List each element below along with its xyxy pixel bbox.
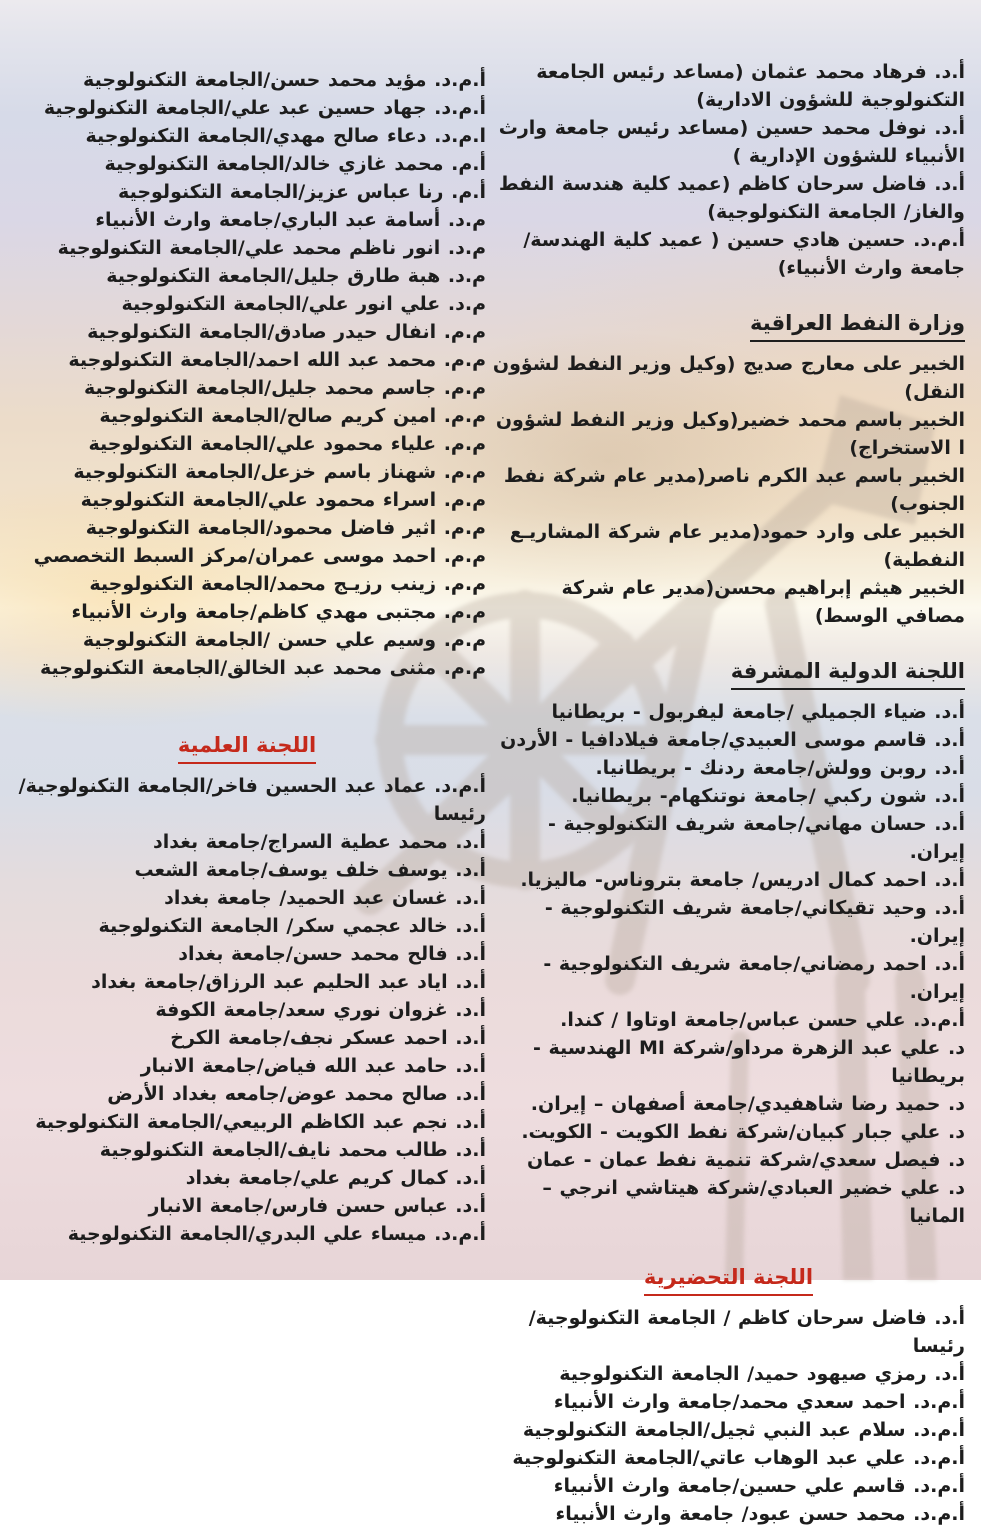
member-entry: أ.د. وحيد تقيكاني/جامعة شريف التكنولوجية - إيران. (544, 897, 965, 947)
member-entry: الخبير على وارد حمود(مدير عام شركة المشاريـع النفطية) (509, 521, 965, 571)
member-entry: أ.م.د. سلام عبد النبي ثجيل/الجامعة التكنولوجية (522, 1419, 965, 1441)
member-entry: أ.د. قاسم موسى العبيدي/جامعة فيلادافيا - الأردن (500, 729, 965, 751)
member-entry: م.م. مثنى محمد عبد الخالق/الجامعة التكنولوجية (39, 657, 486, 679)
section-heading-text: وزارة النفط العراقية (750, 308, 965, 342)
member-entry: م.م. زينب رزيـج محمد/الجامعة التكنولوجية (89, 573, 486, 595)
member-entry: أ.د. غسان عبد الحميد/ جامعة بغداد (164, 887, 486, 909)
member-entry: الخبير باسم محمد خضير(وكيل وزير النفط لشؤون ا الاستخراج) (495, 409, 965, 459)
member-entry: م.م. محمد عبد الله احمد/الجامعة التكنولوجية (68, 349, 486, 371)
member-entry: أ.د. حامد عبد الله فياض/جامعة الانبار (140, 1055, 486, 1077)
member-entry: أ.م.د. جهاد حسين عبد علي/الجامعة التكنولوجية (43, 97, 486, 119)
member-entry: أ.د. نجم عبد الكاظم الربيعي/الجامعة التكنولوجية (35, 1111, 486, 1133)
member-entry: م.م. انفال حيدر صادق/الجامعة التكنولوجية (87, 321, 486, 343)
member-entry: أ.م.د. علي عبد الوهاب عاتي/الجامعة التكنولوجية (512, 1447, 965, 1469)
member-entry: أ.م.د. علي حسن عباس/جامعة اوتاوا / كندا. (560, 1009, 965, 1031)
member-entry: م.م. امين كريم صالح/الجامعة التكنولوجية (99, 405, 486, 427)
member-entry: أ.د. نوفل محمد حسين (مساعد رئيس جامعة وارث الأنبياء للشؤون الإدارية ) (498, 117, 965, 167)
member-entry: أ.د. احمد عسكر نجف/جامعة الكرخ (170, 1027, 486, 1049)
member-entry: م.م. اسراء محمود علي/الجامعة التكنولوجية (80, 489, 486, 511)
member-entry: د. علي عبد الزهرة مرداو/شركة MI الهندسية - بريطانيا (532, 1037, 965, 1087)
member-entry: م.م. علياء محمود علي/الجامعة التكنولوجية (88, 433, 486, 455)
member-entry: م.م. وسيم علي حسن /الجامعة التكنولوجية (82, 629, 486, 651)
member-entry: أ.د. كمال كريم علي/جامعة بغداد (185, 1167, 486, 1189)
member-entry: أ.م.د. محمد حسن عبود/ جامعة وارث الأنبياء (555, 1503, 965, 1525)
member-entry: أ.د. رمزي صيهود حميد/ الجامعة التكنولوجية (559, 1363, 965, 1385)
member-entry: أ.م.د. احمد سعدي محمد/جامعة وارث الأنبياء (553, 1391, 965, 1413)
member-entry: د. فيصل سعدي/شركة تنمية نفط عمان - عمان (526, 1149, 965, 1171)
member-entry: م.م. احمد موسى عمران/مركز السبط التخصصي (33, 545, 486, 567)
column-left (8, 66, 486, 1248)
member-entry: الخبير باسم عبد الكرم ناصر(مدير عام شركة نفط الجنوب) (503, 465, 965, 515)
member-entry: أ.د. احمد كمال ادريس/ جامعة بتروناس- ماليزيا. (520, 869, 965, 891)
member-entry: م.د. علي انور علي/الجامعة التكنولوجية (121, 293, 486, 315)
section-heading (8, 730, 486, 764)
member-entry: أ.د. خالد عجمي سكر/ الجامعة التكنولوجية (98, 915, 486, 937)
member-entry: م.م. اثير فاضل محمود/الجامعة التكنولوجية (85, 517, 486, 539)
member-entry: أ.م.د. قاسم علي حسين/جامعة وارث الأنبياء (553, 1475, 965, 1497)
member-entry: أ.د. عباس حسن فارس/جامعة الانبار (148, 1195, 486, 1217)
member-entry: د. علي جبار كبيان/شركة نفط الكويت - الكويت. (521, 1121, 965, 1143)
member-entry: م.د. انور ناظم محمد علي/الجامعة التكنولوجية (57, 237, 486, 259)
member-entry: أ.د. فاضل سرحان كاظم / الجامعة التكنولوجية/ رئيسا (528, 1307, 965, 1357)
member-entry: الخبير هيثم إبراهيم محسن(مدير عام شركة مصافي الوسط) (561, 577, 965, 627)
committee-section (492, 58, 965, 282)
committee-section (492, 308, 965, 630)
member-entry: أ.م.د. حسين هادي حسين ( عميد كلية الهندسة/جامعة وارث الأنبياء) (523, 229, 965, 279)
member-entry: أ.د. شون ركبي /جامعة نوتنكهام- بريطانيا. (571, 785, 965, 807)
committee-section (8, 66, 486, 682)
member-entry: م.م. مجتبى مهدي كاظم/جامعة وارث الأنبياء (71, 601, 486, 623)
member-entry: د. علي خضير العبادي/شركة هيتاشي انرجي – المانيا (542, 1177, 965, 1227)
section-heading-text: اللجنة الدولية المشرفة (731, 656, 965, 690)
member-entry: أ.د. فرهاد محمد عثمان (مساعد رئيس الجامعة التكنولوجية للشؤون الادارية) (536, 61, 965, 111)
member-entry: الخبير على معارج صديج (وكيل وزير النفط لشؤون النقل) (492, 353, 965, 403)
member-entry: أ.م.د. عماد عبد الحسين فاخر/الجامعة التكنولوجية/ رئيسا (18, 775, 486, 825)
member-entry: م.د. أسامة عبد الباري/جامعة وارث الأنبياء (95, 209, 486, 231)
member-entry: أ.م. محمد غازي خالد/الجامعة التكنولوجية (104, 153, 486, 175)
member-entry: د. حميد رضا شاهفيدي/جامعة أصفهان – إيران. (530, 1093, 965, 1115)
member-entry: أ.د. روبن وولش/جامعة ردنك - بريطانيا. (595, 757, 965, 779)
member-entry: م.م. شهناز باسم خزعل/الجامعة التكنولوجية (73, 461, 486, 483)
column-right (492, 58, 965, 1528)
member-entry: أ.د. اياد عبد الحليم عبد الرزاق/جامعة بغداد (91, 971, 486, 993)
member-entry: أ.د. يوسف خلف يوسف/جامعة الشعب (134, 859, 486, 881)
member-entry: أ.د. صالح محمد عوض/جامعه بغداد الأرض (107, 1083, 486, 1105)
member-entry: أ.د. ضياء الجميلي /جامعة ليفربول - بريطانيا (551, 701, 965, 723)
section-heading-text: اللجنة التحضيرية (644, 1262, 813, 1296)
section-heading (492, 1262, 965, 1296)
committee-section (8, 730, 486, 1248)
section-heading (492, 656, 965, 690)
member-entry: أ.م. رنا عباس عزيز/الجامعة التكنولوجية (118, 181, 486, 203)
member-entry: أ.د. حسان مهاني/جامعة شريف التكنولوجية - إيران. (547, 813, 965, 863)
member-entry: أ.د. احمد رمضاني/جامعة شريف التكنولوجية - إيران. (543, 953, 965, 1003)
member-entry: م.م. جاسم محمد جليل/الجامعة التكنولوجية (83, 377, 486, 399)
member-entry: أ.م.د. ميساء علي البدري/الجامعة التكنولوجية (67, 1223, 486, 1245)
member-entry: أ.د. فاضل سرحان كاظم (عميد كلية هندسة النفط والغاز/ الجامعة التكنولوجية) (498, 173, 965, 223)
member-entry: م.د. هبة طارق جليل/الجامعة التكنولوجية (106, 265, 486, 287)
member-entry: أ.م.د. مؤيد محمد حسن/الجامعة التكنولوجية (83, 69, 486, 91)
member-entry: أ.د. فالح محمد حسن/جامعة بغداد (178, 943, 486, 965)
section-heading (492, 308, 965, 342)
section-heading-text: اللجنة العلمية (178, 730, 316, 764)
member-entry: أ.د. غزوان نوري سعد/جامعة الكوفة (155, 999, 486, 1021)
committee-section (492, 1262, 965, 1528)
member-entry: أ.د. طالب محمد نايف/الجامعة التكنولوجية (99, 1139, 486, 1161)
member-entry: أ.د. محمد عطية السراج/جامعة بغداد (153, 831, 486, 853)
committee-section (492, 656, 965, 1230)
member-entry: ا.م.د. دعاء صالح مهدي/الجامعة التكنولوجية (85, 125, 486, 147)
